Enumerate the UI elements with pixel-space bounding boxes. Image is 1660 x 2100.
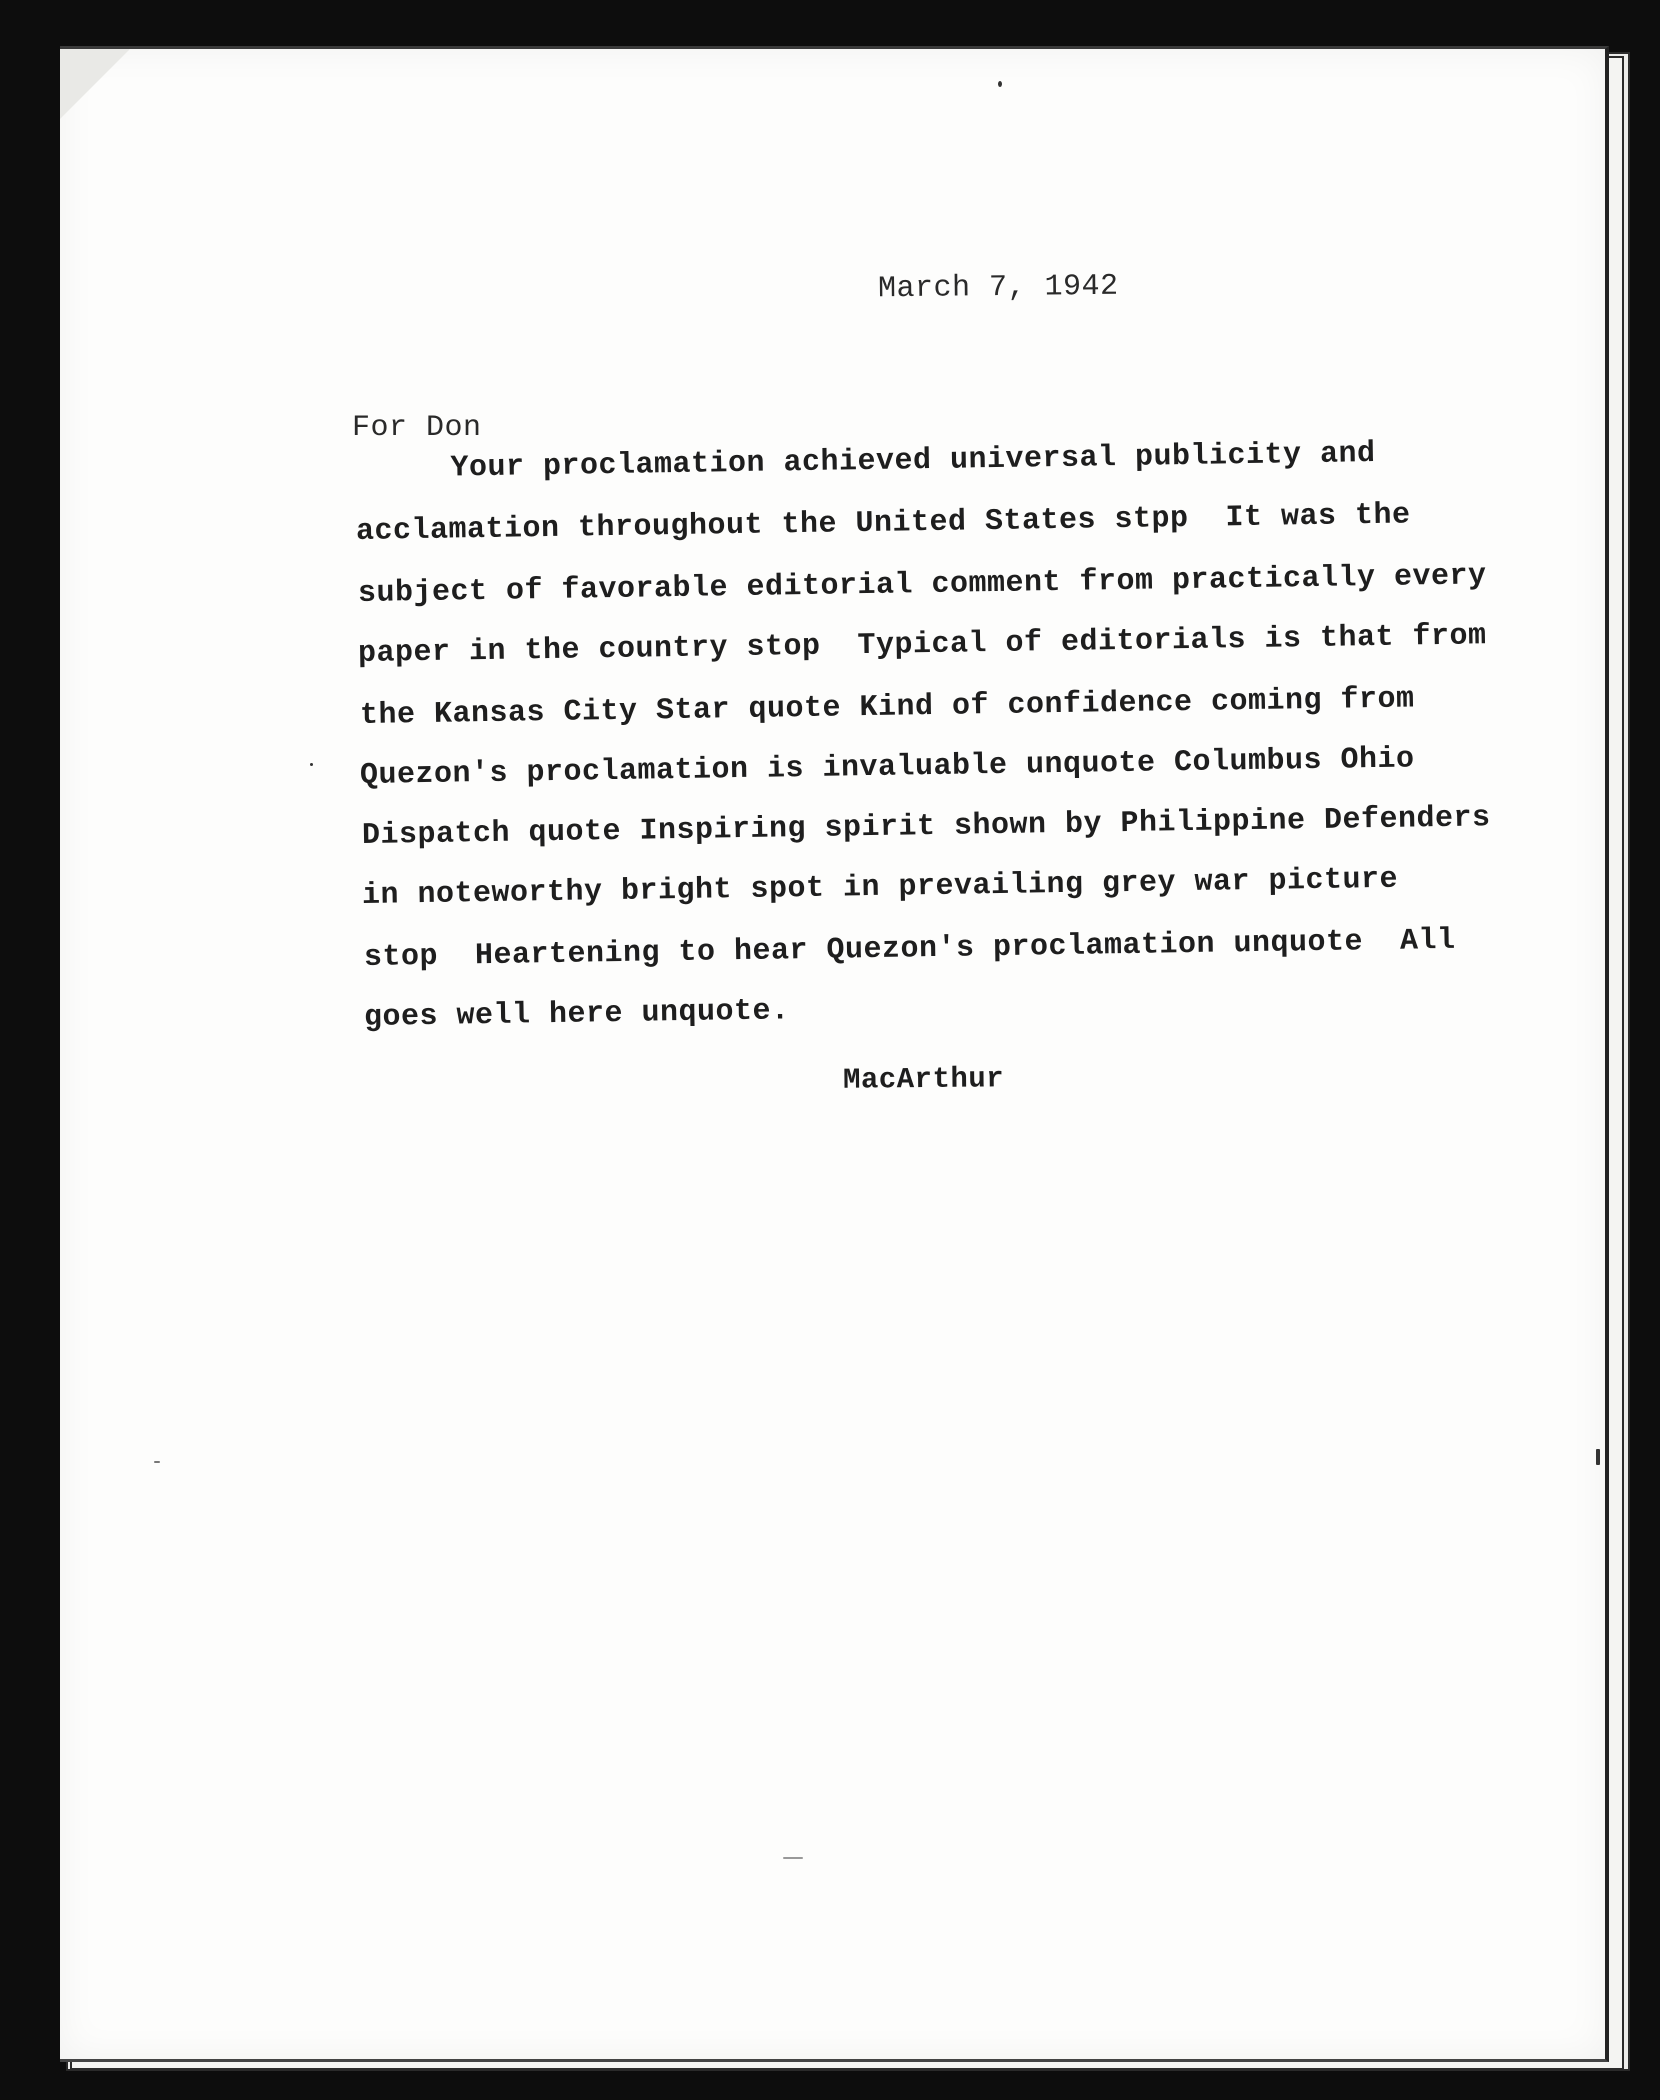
body-line: acclamation throughout the United States stpp It was the [355, 498, 1411, 549]
folded-corner [60, 49, 130, 119]
scan-speck [310, 763, 313, 766]
body-line: Your proclamation achieved universal publicity and [357, 437, 1376, 487]
signature: MacArthur [842, 1062, 1005, 1097]
body-line: the Kansas City Star quote Kind of confidence coming from [359, 682, 1415, 733]
letter-page [60, 46, 1609, 2062]
scan-speck [783, 1857, 803, 1859]
body-line: Dispatch quote Inspiring spirit shown by Philippine Defenders [361, 801, 1491, 853]
body-line: subject of favorable editorial comment from practically every [357, 559, 1487, 611]
body-line: goes well here unquote. [363, 994, 790, 1035]
letter-date: March 7, 1942 [877, 269, 1119, 307]
body-line: stop Heartening to hear Quezon's proclamation unquote All [363, 923, 1456, 975]
body-line: Quezon's proclamation is invaluable unquote Columbus Ohio [359, 742, 1415, 793]
scan-speck [154, 1461, 160, 1463]
scan-speck [1596, 1449, 1600, 1465]
letter-salutation: For Don [352, 411, 482, 445]
body-line: paper in the country stop Typical of editorials is that from [357, 619, 1487, 671]
scan-speck [998, 81, 1002, 87]
body-line: in noteworthy bright spot in prevailing grey war picture [361, 862, 1399, 913]
